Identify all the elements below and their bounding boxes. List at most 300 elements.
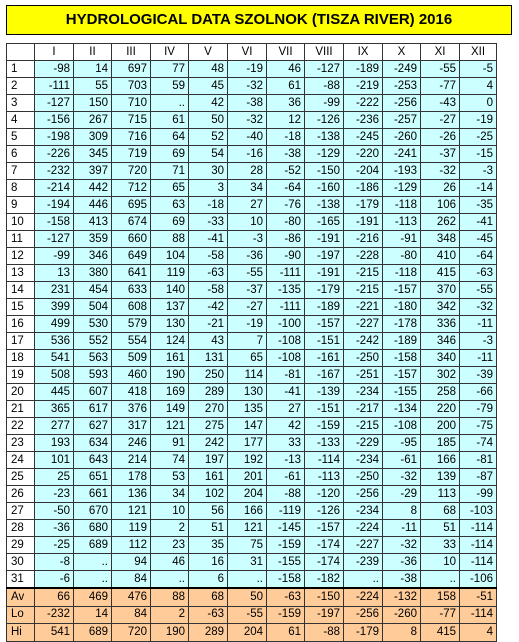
day-label: 25 [7,469,35,486]
summary-value-cell: 4 [460,624,497,642]
value-cell: 317 [112,418,151,435]
month-header: VI [228,44,267,61]
value-cell: -40 [228,129,267,146]
summary-value-cell: 61 [267,624,305,642]
value-cell: -108 [267,350,305,367]
value-cell: -18 [267,129,305,146]
value-cell: 499 [35,316,74,333]
day-label: 2 [7,78,35,95]
day-label: 4 [7,112,35,129]
table-row [7,146,497,163]
value-cell: -27 [228,299,267,316]
value-cell: -55 [460,282,497,299]
value-cell: 2 [151,520,189,537]
value-cell: -256 [383,95,421,112]
value-cell: -79 [460,401,497,418]
hydrological-data-table [6,43,497,642]
value-cell: 65 [151,180,189,197]
value-cell: -260 [383,129,421,146]
value-cell: 554 [112,333,151,350]
value-cell: -158 [267,571,305,589]
value-cell: 719 [112,146,151,163]
value-cell: 340 [421,350,460,367]
value-cell: 460 [112,367,151,384]
day-label: 15 [7,299,35,316]
table-row [7,537,497,554]
value-cell: 34 [228,180,267,197]
summary-value-cell: 14 [74,606,112,624]
value-cell: -129 [383,180,421,197]
table-row [7,452,497,469]
value-cell: 31 [228,554,267,571]
value-cell: 166 [421,452,460,469]
value-cell: -191 [344,214,383,231]
day-label: 29 [7,537,35,554]
value-cell: 6 [189,571,228,589]
value-cell: 35 [189,537,228,554]
value-cell: 161 [151,350,189,367]
value-cell: -32 [383,537,421,554]
table-row [7,469,497,486]
value-cell: -76 [267,197,305,214]
value-cell: 716 [112,129,151,146]
value-cell: -99 [35,248,74,265]
month-header: V [189,44,228,61]
table-row [7,367,497,384]
value-cell: 121 [228,520,267,537]
day-label: 30 [7,554,35,571]
value-cell: 124 [151,333,189,350]
summary-value-cell: 8 [383,624,421,642]
value-cell: 74 [151,452,189,469]
value-cell: 345 [74,146,112,163]
value-cell: 68 [421,503,460,520]
summary-value-cell: 190 [151,624,189,642]
value-cell: -58 [189,282,228,299]
value-cell: 410 [421,248,460,265]
value-cell: 442 [74,180,112,197]
value-cell: 674 [112,214,151,231]
value-cell: -114 [305,452,344,469]
table-row [7,503,497,520]
value-cell: -18 [189,197,228,214]
value-cell: 697 [112,61,151,78]
day-label: 9 [7,197,35,214]
summary-value-cell: -232 [35,606,74,624]
value-cell: -216 [344,231,383,248]
value-cell: 370 [421,282,460,299]
value-cell: 178 [112,469,151,486]
value-cell: 680 [74,520,112,537]
value-cell: -11 [383,520,421,537]
value-cell: 50 [189,112,228,129]
value-cell: 4 [460,78,497,95]
value-cell: -74 [460,435,497,452]
value-cell: 30 [189,163,228,180]
value-cell: 446 [74,197,112,214]
value-cell: 121 [112,503,151,520]
value-cell: -157 [305,316,344,333]
value-cell: -159 [267,537,305,554]
value-cell: -118 [383,265,421,282]
value-cell: -119 [267,503,305,520]
summary-value-cell: -159 [267,606,305,624]
table-row [7,163,497,180]
value-cell: -81 [460,452,497,469]
value-cell: -114 [460,537,497,554]
value-cell: 140 [151,282,189,299]
value-cell: -111 [267,299,305,316]
value-cell: 220 [421,401,460,418]
value-cell: 710 [112,95,151,112]
value-cell: 121 [151,418,189,435]
value-cell: 342 [421,299,460,316]
value-cell: 52 [189,129,228,146]
value-cell: -95 [383,435,421,452]
value-cell: 91 [151,435,189,452]
value-cell: -239 [344,554,383,571]
value-cell: 231 [35,282,74,299]
summary-value-cell: 66 [35,588,74,606]
value-cell: -32 [228,112,267,129]
value-cell: 77 [151,61,189,78]
summary-value-cell: 689 [74,624,112,642]
summary-value-cell: 289 [189,624,228,642]
value-cell: 530 [74,316,112,333]
value-cell: 309 [74,129,112,146]
day-label: 6 [7,146,35,163]
value-cell: 26 [421,180,460,197]
value-cell: -43 [421,95,460,112]
value-cell: 101 [35,452,74,469]
value-cell: 27 [267,401,305,418]
value-cell: -11 [460,316,497,333]
value-cell: 106 [421,197,460,214]
value-cell: 12 [267,112,305,129]
value-cell: -191 [305,231,344,248]
value-cell: 418 [112,384,151,401]
summary-row [7,588,497,606]
value-cell: 250 [189,367,228,384]
value-cell: -155 [267,554,305,571]
value-cell: -55 [228,265,267,282]
table-row [7,112,497,129]
value-cell: -155 [383,384,421,401]
value-cell: -120 [305,486,344,503]
value-cell: -45 [460,231,497,248]
value-cell: -15 [460,146,497,163]
value-cell: -236 [344,112,383,129]
value-cell: -118 [383,197,421,214]
value-cell: -113 [383,214,421,231]
value-cell: 607 [74,384,112,401]
value-cell: 131 [189,350,228,367]
table-row [7,248,497,265]
value-cell: -3 [228,231,267,248]
table-row [7,61,497,78]
value-cell: -114 [460,520,497,537]
day-label: 18 [7,350,35,367]
value-cell: 649 [112,248,151,265]
summary-value-cell: 68 [189,588,228,606]
value-cell: -19 [460,112,497,129]
page-title: HYDROLOGICAL DATA SZOLNOK (TISZA RIVER) 2016 [6,5,512,35]
value-cell: 65 [228,350,267,367]
value-cell: -41 [267,384,305,401]
value-cell: 193 [35,435,74,452]
value-cell: 262 [421,214,460,231]
value-cell: -134 [383,401,421,418]
value-cell: -61 [383,452,421,469]
day-label: 7 [7,163,35,180]
summary-label: Av [7,588,35,606]
value-cell: -25 [35,537,74,554]
value-cell: 380 [74,265,112,282]
value-cell: -80 [383,248,421,265]
value-cell: -257 [383,112,421,129]
value-cell: 715 [112,112,151,129]
value-cell: 112 [112,537,151,554]
value-cell: 147 [228,418,267,435]
table-row [7,554,497,571]
value-cell: .. [344,571,383,589]
table-row [7,197,497,214]
month-header: IX [344,44,383,61]
value-cell: 201 [228,469,267,486]
table-row [7,520,497,537]
value-cell: -111 [267,265,305,282]
value-cell: -189 [305,299,344,316]
summary-value-cell: -150 [305,588,344,606]
summary-value-cell: -51 [460,588,497,606]
value-cell: -174 [305,554,344,571]
value-cell: .. [151,571,189,589]
value-cell: -204 [344,163,383,180]
month-header: XI [421,44,460,61]
value-cell: 51 [421,520,460,537]
summary-value-cell: -114 [460,606,497,624]
value-cell: 634 [74,435,112,452]
value-cell: -180 [383,299,421,316]
summary-value-cell: -179 [344,624,383,642]
value-cell: 150 [74,95,112,112]
day-label: 24 [7,452,35,469]
value-cell: 399 [35,299,74,316]
value-cell: -179 [344,197,383,214]
value-cell: -241 [383,146,421,163]
value-cell: 54 [189,146,228,163]
value-cell: -227 [344,316,383,333]
value-cell: 10 [421,554,460,571]
value-cell: -151 [305,401,344,418]
value-cell: -8 [35,554,74,571]
value-cell: 55 [74,78,112,95]
value-cell: 75 [228,537,267,554]
day-label: 17 [7,333,35,350]
value-cell: -194 [35,197,74,214]
value-cell: -215 [344,265,383,282]
value-cell: 42 [267,418,305,435]
summary-value-cell: 2 [151,606,189,624]
value-cell: 185 [421,435,460,452]
value-cell: -161 [305,350,344,367]
table-row [7,231,497,248]
summary-value-cell: -88 [305,624,344,642]
value-cell: 139 [421,469,460,486]
value-cell: -36 [35,520,74,537]
value-cell: -227 [344,537,383,554]
value-cell: 33 [421,537,460,554]
value-cell: 277 [35,418,74,435]
value-cell: 346 [74,248,112,265]
value-cell: -87 [460,469,497,486]
month-header: I [35,44,74,61]
day-label: 1 [7,61,35,78]
day-label: 12 [7,248,35,265]
summary-value-cell: -256 [344,606,383,624]
value-cell: -61 [267,469,305,486]
table-row [7,418,497,435]
summary-row [7,606,497,624]
summary-value-cell: 720 [112,624,151,642]
day-label: 14 [7,282,35,299]
value-cell: -36 [228,248,267,265]
value-cell: -250 [344,350,383,367]
value-cell: 130 [151,316,189,333]
summary-value-cell: 84 [112,606,151,624]
value-cell: -156 [35,112,74,129]
value-cell: -229 [344,435,383,452]
table-row [7,435,497,452]
value-cell: -32 [383,469,421,486]
value-cell: -55 [421,61,460,78]
value-cell: -174 [305,537,344,554]
day-label: 27 [7,503,35,520]
value-cell: -37 [421,146,460,163]
value-cell: 33 [267,435,305,452]
value-cell: -189 [344,61,383,78]
value-cell: 10 [228,214,267,231]
value-cell: 119 [112,520,151,537]
value-cell: 43 [189,333,228,350]
table-row [7,95,497,112]
value-cell: 246 [112,435,151,452]
value-cell: -108 [383,418,421,435]
value-cell: 336 [421,316,460,333]
value-cell: -80 [267,214,305,231]
value-cell: -138 [305,129,344,146]
value-cell: 445 [35,384,74,401]
value-cell: 536 [35,333,74,350]
value-cell: -215 [344,418,383,435]
value-cell: 413 [74,214,112,231]
value-cell: 242 [189,435,228,452]
value-cell: 302 [421,367,460,384]
value-cell: 42 [189,95,228,112]
value-cell: -38 [383,571,421,589]
value-cell: 27 [228,197,267,214]
value-cell: -232 [35,163,74,180]
value-cell: -100 [267,316,305,333]
value-cell: 579 [112,316,151,333]
value-cell: -106 [460,571,497,589]
day-label: 28 [7,520,35,537]
month-header: II [74,44,112,61]
value-cell: 7 [228,333,267,350]
value-cell: 69 [151,146,189,163]
value-cell: 102 [189,486,228,503]
value-cell: -26 [421,129,460,146]
value-cell: 563 [74,350,112,367]
value-cell: 45 [189,78,228,95]
value-cell: -138 [305,197,344,214]
value-cell: -88 [305,78,344,95]
value-cell: -178 [383,316,421,333]
day-label: 19 [7,367,35,384]
value-cell: -157 [383,282,421,299]
table-row [7,78,497,95]
value-cell: 275 [189,418,228,435]
table-row [7,401,497,418]
value-cell: 552 [74,333,112,350]
day-label: 10 [7,214,35,231]
value-cell: 712 [112,180,151,197]
value-cell: -35 [460,197,497,214]
day-label: 31 [7,571,35,589]
value-cell: 161 [189,469,228,486]
value-cell: 149 [151,401,189,418]
value-cell: -91 [383,231,421,248]
table-body [7,61,497,642]
value-cell: 94 [112,554,151,571]
value-cell: -86 [267,231,305,248]
value-cell: 10 [151,503,189,520]
value-cell: 61 [151,112,189,129]
value-cell: -198 [35,129,74,146]
value-cell: -37 [228,282,267,299]
value-cell: 3 [189,180,228,197]
value-cell: -64 [267,180,305,197]
value-cell: -249 [383,61,421,78]
value-cell: 130 [228,384,267,401]
table-row [7,350,497,367]
value-cell: 541 [35,350,74,367]
value-cell: -197 [305,248,344,265]
value-cell: 197 [189,452,228,469]
value-cell: 661 [74,486,112,503]
value-cell: -98 [35,61,74,78]
value-cell: -226 [35,146,74,163]
value-cell: 641 [112,265,151,282]
day-label: 8 [7,180,35,197]
value-cell: -36 [383,554,421,571]
value-cell: 720 [112,163,151,180]
value-cell: 53 [151,469,189,486]
value-cell: 59 [151,78,189,95]
value-cell: -32 [421,163,460,180]
value-cell: -127 [35,231,74,248]
value-cell: 348 [421,231,460,248]
value-cell: -186 [344,180,383,197]
day-label: 16 [7,316,35,333]
value-cell: 84 [112,571,151,589]
value-cell: -253 [383,78,421,95]
value-cell: 509 [112,350,151,367]
value-cell: 643 [74,452,112,469]
value-cell: 71 [151,163,189,180]
day-label: 13 [7,265,35,282]
value-cell: -193 [383,163,421,180]
